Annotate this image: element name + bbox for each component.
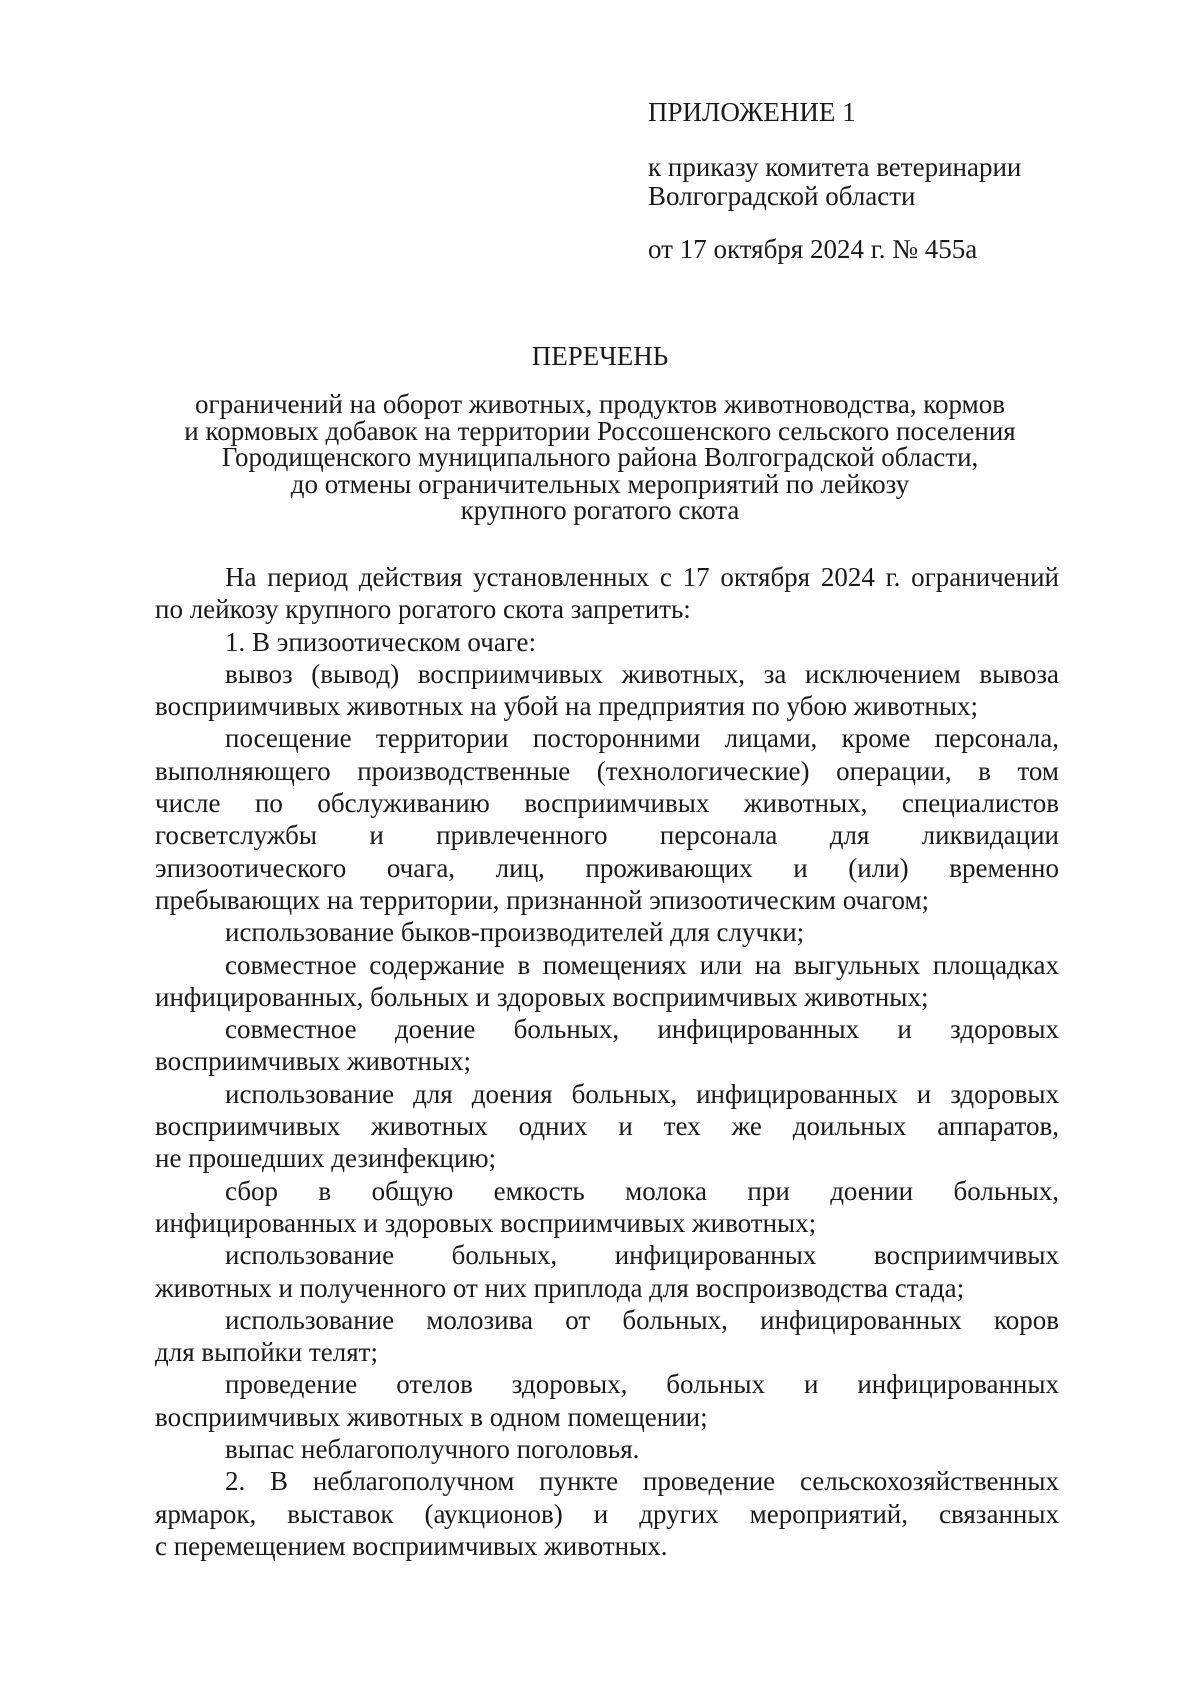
appendix-title: ПРИЛОЖЕНИЕ 1 (648, 97, 856, 127)
body-line: использование быков-производителей для случки; (225, 917, 805, 948)
body-line: восприимчивых животных в одном помещении; (155, 1401, 708, 1432)
body-line: не прошедших дезинфекцию; (155, 1143, 497, 1174)
body-line: животных и полученного от них приплода для воспроизводства стада; (155, 1272, 965, 1303)
body-line: пребывающих на территории, признанной эпизоотическим очагом; (155, 884, 930, 915)
body-line: выпас неблагополучного поголовья. (225, 1434, 640, 1465)
body-line: восприимчивых животных на убой на предприятия по убою животных; (155, 691, 978, 722)
body-line: по лейкозу крупного рогатого скота запретить: (155, 594, 691, 625)
appendix-ref-line: к приказу комитета ветеринарии (648, 152, 1022, 182)
subtitle-line: ограничений на оборот животных, продуктов животноводства, кормов (195, 389, 1005, 419)
body-line: совместное доение больных, инфицированных и здоровых (225, 1014, 1059, 1045)
subtitle-line: до отмены ограничительных мероприятий по лейкозу (290, 468, 910, 499)
body-line: совместное содержание в помещениях или на выгульных площадках (225, 949, 1059, 980)
subtitle-line: крупного рогатого скота (460, 495, 740, 525)
body-line: восприимчивых животных одних и тех же доильных аппаратов, (155, 1111, 1059, 1142)
document-title: ПЕРЕЧЕНЬ (531, 341, 669, 371)
body-line: восприимчивых животных; (155, 1046, 472, 1077)
body-line: выполняющего производственные (технологические) операции, в том (155, 755, 1059, 786)
document-body (155, 561, 1059, 1562)
document-subtitle (140, 391, 1060, 524)
body-line: числе по обслуживанию восприимчивых животных, специалистов (155, 788, 1059, 819)
body-line: использование больных, инфицированных восприимчивых (225, 1240, 1059, 1271)
subtitle-line: Городищенского муниципального района Волгоградской области, (221, 442, 979, 472)
body-line: На период действия установленных с 17 октября 2024 г. ограничений (225, 562, 1059, 592)
appendix-block (648, 96, 1108, 265)
appendix-reference (648, 153, 1108, 211)
body-line: инфицированных, больных и здоровых восприимчивых животных; (155, 981, 929, 1012)
body-line: проведение отелов здоровых, больных и инфицированных (225, 1369, 1059, 1400)
body-line: для выпойки телят; (155, 1337, 378, 1368)
body-line: посещение территории посторонними лицами, кроме персонала, (225, 723, 1059, 754)
body-line: использование для доения больных, инфицированных и здоровых (225, 1078, 1059, 1109)
body-line: ярмарок, выставок (аукционов) и других мероприятий, связанных (155, 1498, 1059, 1529)
body-line: госветслужбы и привлеченного персонала для ликвидации (155, 820, 1059, 851)
body-line: 2. В неблагополучном пункте проведение сельскохозяйственных (225, 1466, 1059, 1497)
body-line: эпизоотического очага, лиц, проживающих и (или) временно (155, 852, 1059, 883)
body-line: вывоз (вывод) восприимчивых животных, за исключением вывоза (225, 658, 1059, 689)
body-line: сбор в общую емкость молока при доении больных, (225, 1175, 1059, 1206)
body-line: с перемещением восприимчивых животных. (155, 1530, 668, 1561)
subtitle-line: и кормовых добавок на территории Россошенского сельского поселения (184, 415, 1016, 446)
appendix-date: от 17 октября 2024 г. № 455а (648, 234, 978, 264)
appendix-ref-line: Волгоградской области (648, 181, 916, 211)
body-line: инфицированных и здоровых восприимчивых животных; (155, 1207, 817, 1238)
body-line: использование молозива от больных, инфицированных коров (225, 1304, 1059, 1335)
body-line: 1. В эпизоотическом очаге: (225, 626, 537, 657)
